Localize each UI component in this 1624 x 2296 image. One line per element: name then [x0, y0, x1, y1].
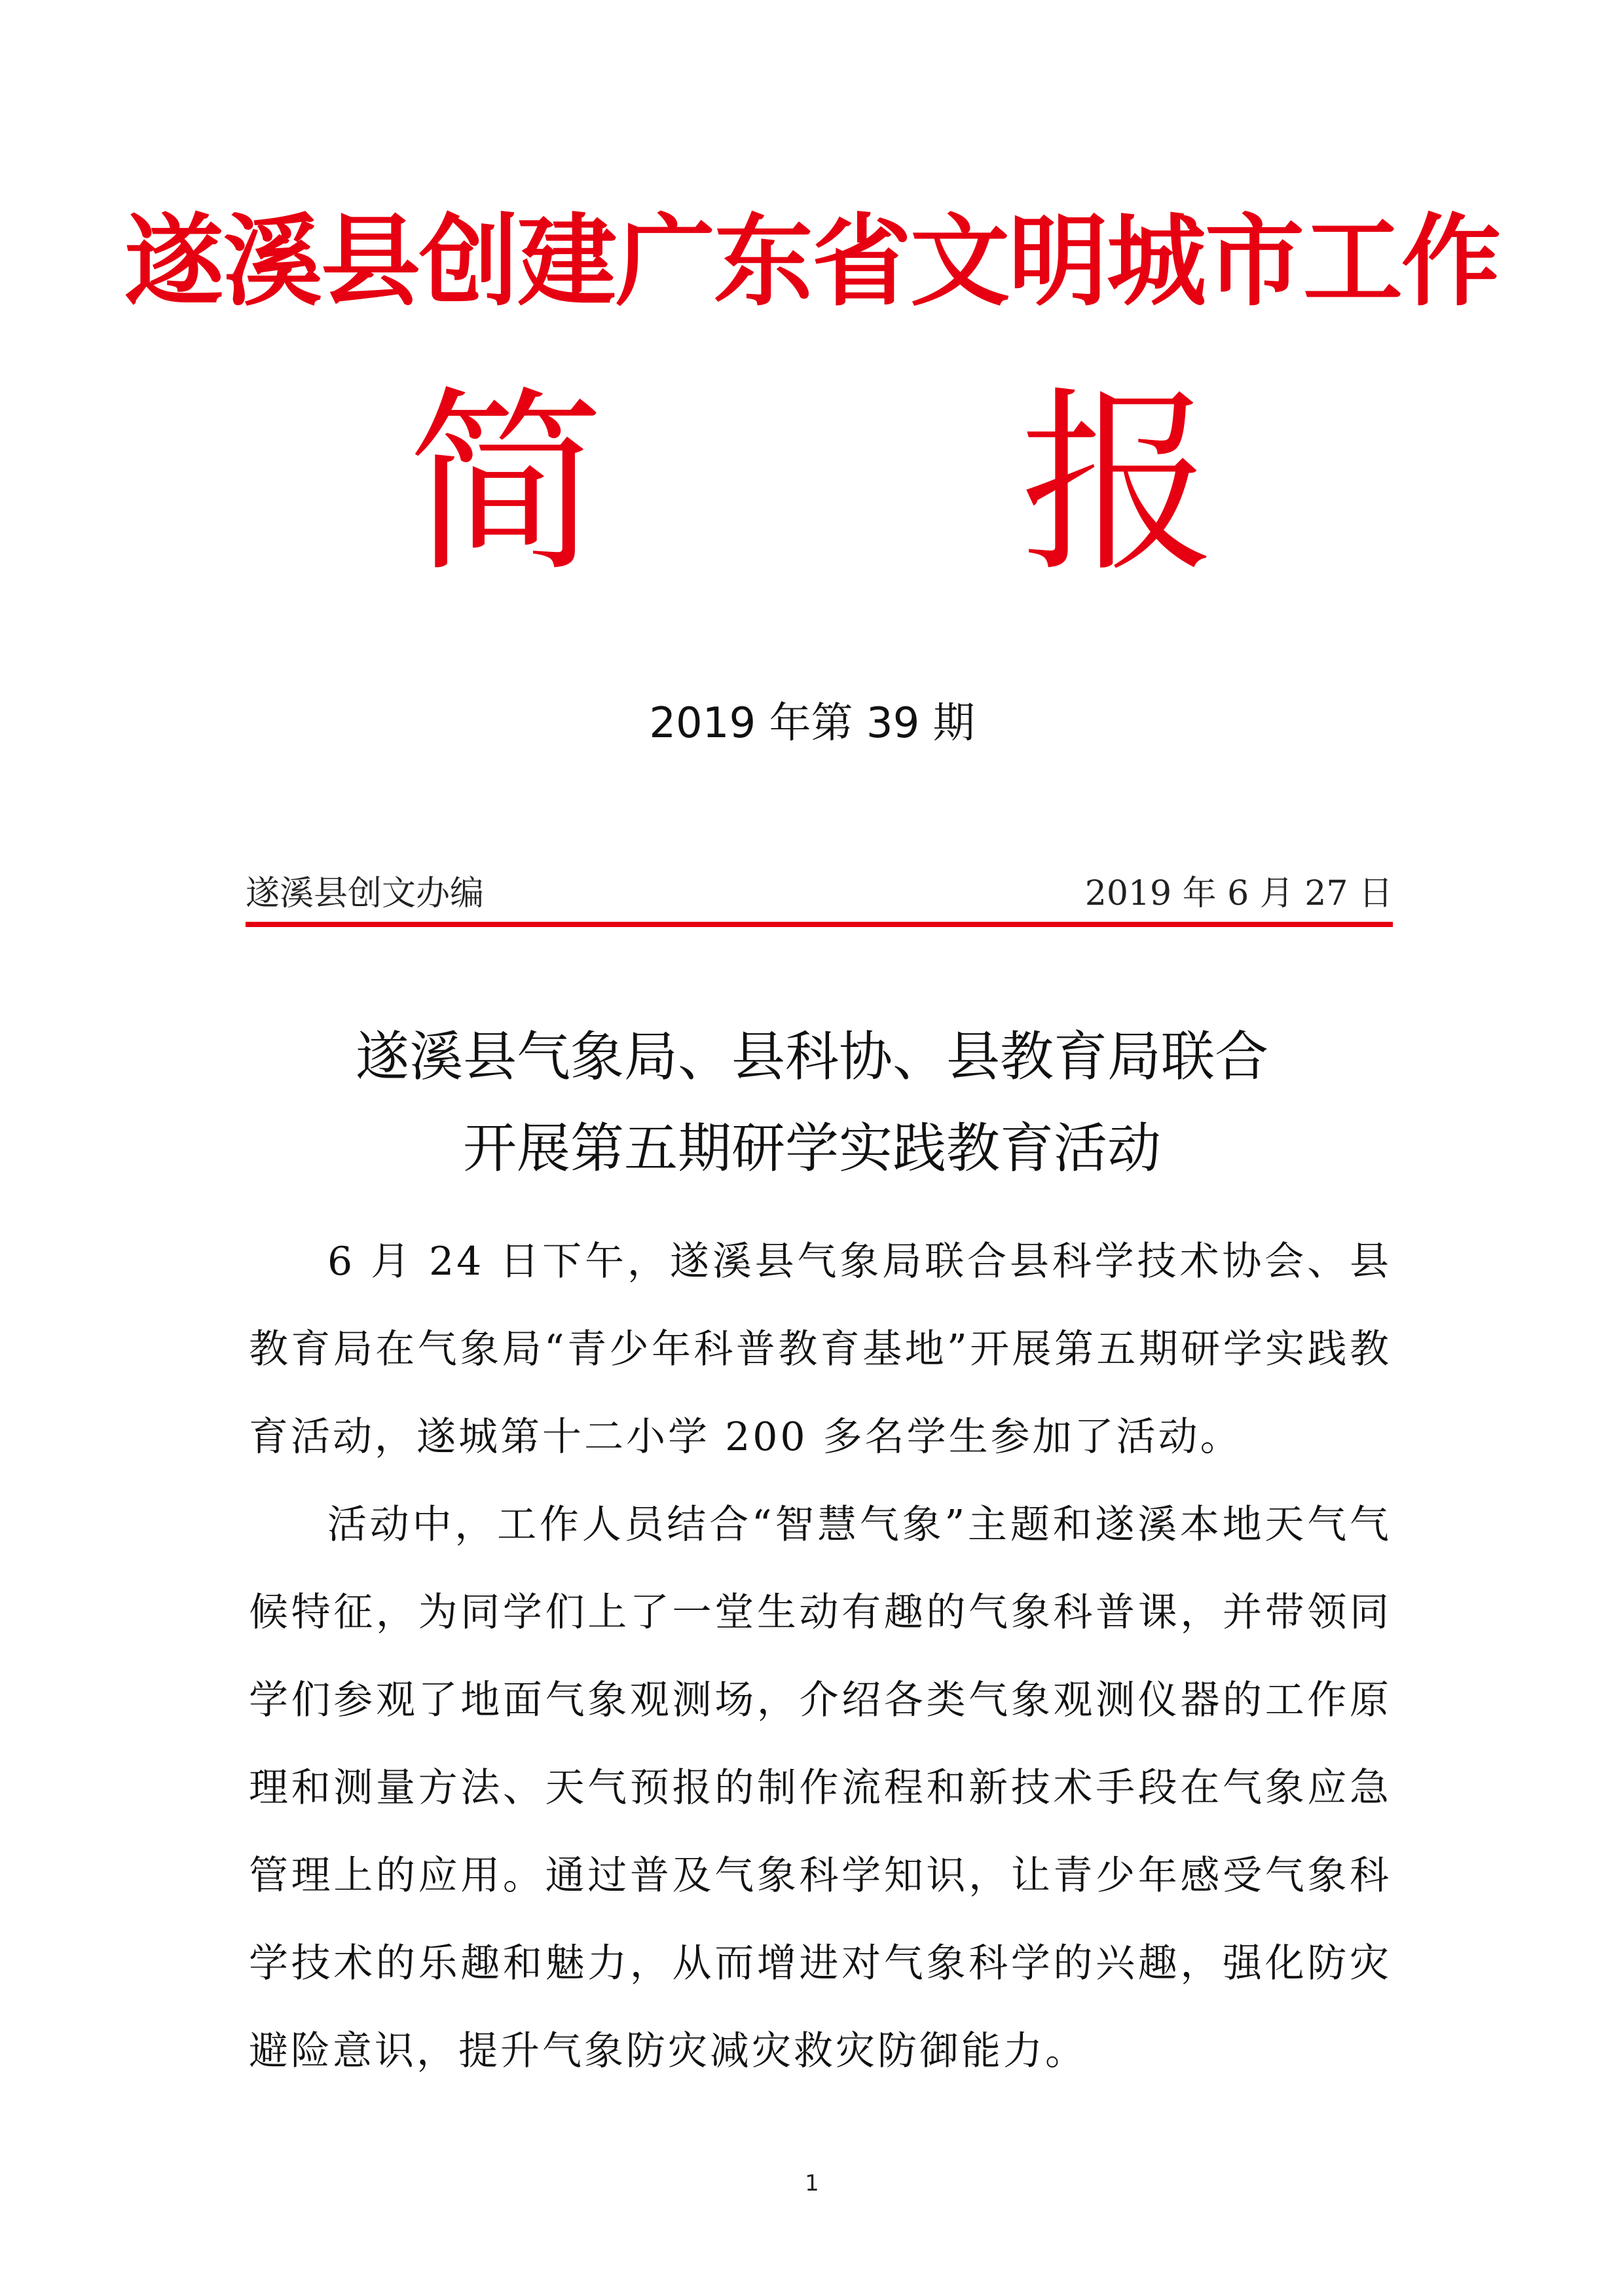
editor-label: 遂溪县创文办编 [246, 874, 485, 913]
article-title-line-1: 遂溪县气象局、县科协、县教育局联合 [355, 1026, 1268, 1088]
article-body [249, 1218, 1392, 2095]
red-divider [246, 922, 1393, 927]
org-title: 遂溪县创建广东省文明城市工作 [124, 204, 1500, 319]
page-number: 1 [805, 2170, 819, 2196]
article-title-line-2: 开展第五期研学实践教育活动 [462, 1118, 1161, 1180]
article-title [0, 1011, 1624, 1195]
masthead [246, 867, 1393, 920]
publish-date: 2019 年 6 月 27 日 [1084, 874, 1393, 913]
paragraph: 活动中，工作人员结合“智慧气象”主题和遂溪本地天气气候特征，为同学们上了一堂生动有趣的气象科普课，并带领同学们参观了地面气象观测场，介绍各类气象观测仪器的工作原理和测量方法、天气预报的制作流程和新技术手段在气象应急管理上的应用。通过普及气象科学知识，让青少年感受气象科学技术的乐趣和魅力，从而增进对气象科学的兴趣，强化防灾避险意识，提升气象防灾减灾救灾防御能力。 [249, 1502, 1392, 2074]
bulletin-title: 简 报 [407, 370, 1393, 598]
paragraph: 6 月 24 日下午，遂溪县气象局联合县科学技术协会、县教育局在气象局“青少年科普教育基地”开展第五期研学实践教育活动，遂城第十二小学 200 多名学生参加了活动。 [249, 1239, 1392, 1460]
issue-number: 2019 年第 39 期 [649, 699, 975, 748]
